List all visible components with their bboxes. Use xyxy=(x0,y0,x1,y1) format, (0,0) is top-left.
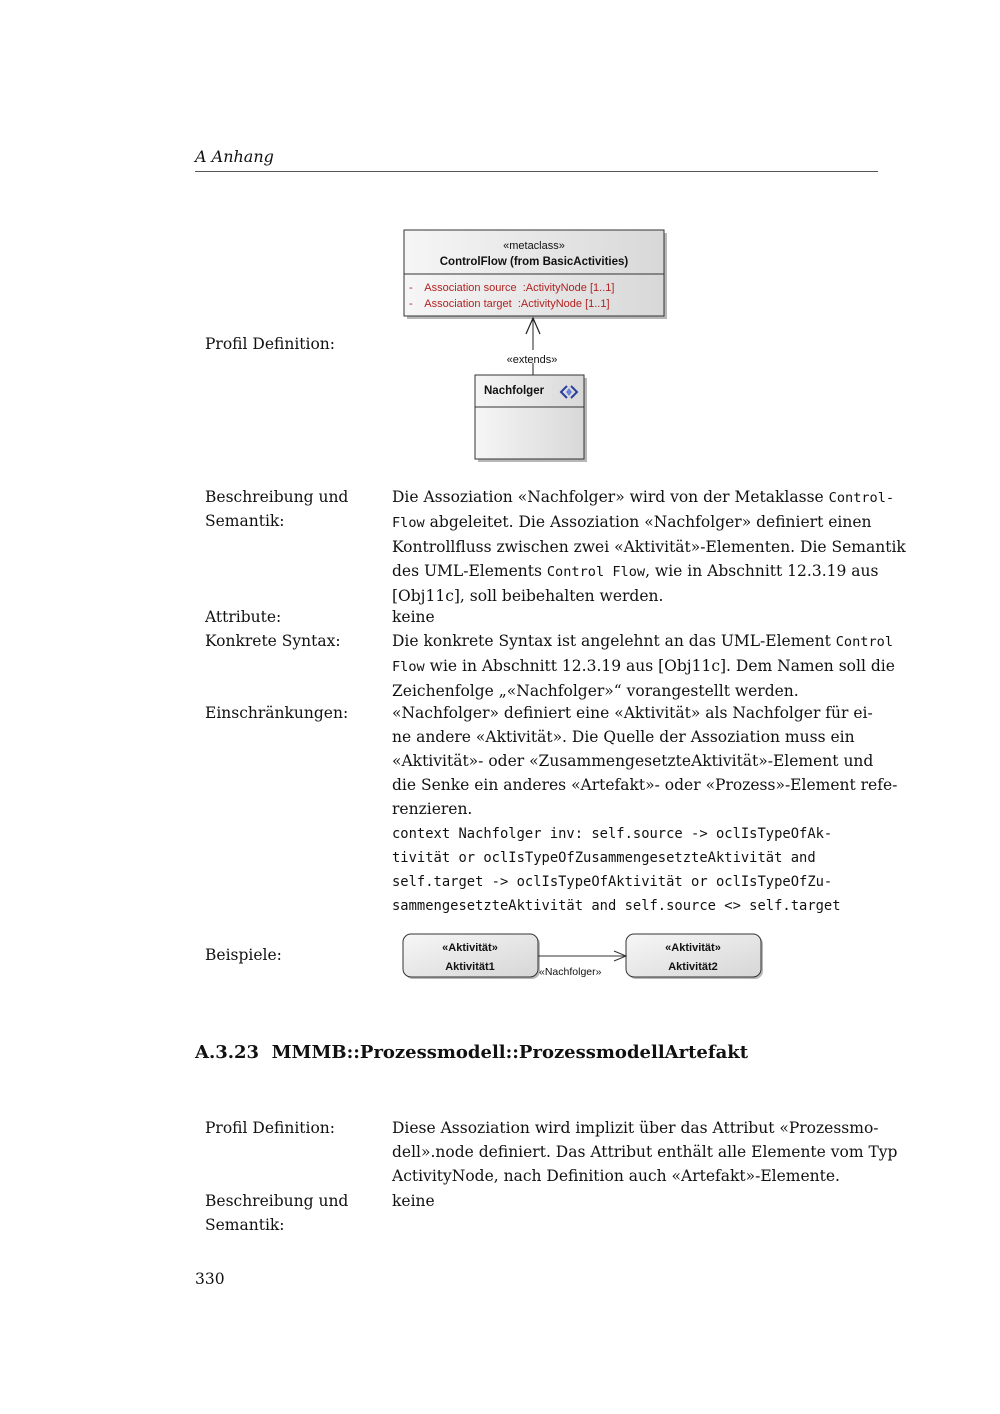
running-head xyxy=(195,147,878,172)
metaclass-name: ControlFlow (from BasicActivities) xyxy=(439,256,629,268)
syntax-line: Flow wie in Abschnitt 12.3.19 aus [Obj11c]. Dem Namen soll die xyxy=(392,657,895,675)
ocl-line: tivität or oclIsTypeOfZusammengesetzteAktivität and xyxy=(392,850,816,866)
einschr-line: «Aktivität»- oder «ZusammengesetzteAktivität»-Element und xyxy=(392,752,874,770)
einschr-line: die Senke ein anderes «Artefakt»- oder «Prozess»-Element refe- xyxy=(392,776,898,794)
ocl-line: context Nachfolger inv: self.source -> oclIsTypeOfAk- xyxy=(392,826,833,842)
attribute-label: Attribute: xyxy=(205,608,282,626)
profil-definition-label: Profil Definition: xyxy=(205,335,335,353)
syntax-line: Die konkrete Syntax ist angelehnt an das UML-Element Control xyxy=(392,632,894,650)
beschreibung-line: Die Assoziation «Nachfolger» wird von der Metaklasse Control- xyxy=(392,488,895,506)
einschr-line: renzieren. xyxy=(392,800,473,818)
beschreibung-label-2 xyxy=(205,1189,348,1237)
beispiele-label: Beispiele: xyxy=(205,946,282,964)
konkrete-syntax-text xyxy=(392,629,895,703)
beschreibung-line: Kontrollfluss zwischen zwei «Aktivität»-Elementen. Die Semantik xyxy=(392,538,906,556)
nachfolger-edge xyxy=(538,951,626,978)
nachfolger-box-name: Nachfolger xyxy=(484,385,545,397)
beschreibung-line: [Obj11c], soll beibehalten werden. xyxy=(392,587,664,605)
running-head-text: A Anhang xyxy=(195,147,274,166)
einschr-line: «Nachfolger» definiert eine «Aktivität» als Nachfolger für ei- xyxy=(392,704,873,722)
beschreibung-label-line1: Beschreibung und xyxy=(205,488,349,506)
extends-label: «extends» xyxy=(506,354,558,366)
beschreibung-value-2: keine xyxy=(392,1192,435,1210)
profil-line: ActivityNode, nach Definition auch «Artefakt»-Elemente. xyxy=(392,1167,840,1185)
profile-uml-diagram xyxy=(400,226,675,466)
beschreibung-label xyxy=(205,485,348,533)
ocl-line: self.target -> oclIsTypeOfAktivität or oclIsTypeOfZu- xyxy=(392,874,833,890)
metaclass-box xyxy=(404,230,667,319)
profil-line: dell».node definiert. Das Attribut enthält alle Elemente vom Typ xyxy=(392,1143,898,1161)
activity2-stereotype: «Aktivität» xyxy=(665,942,721,954)
profil-definition-text-2 xyxy=(392,1116,897,1188)
nachfolger-stereotype-box xyxy=(475,375,587,462)
section-heading xyxy=(195,1042,748,1063)
beschreibung2-label-line1: Beschreibung und xyxy=(205,1192,349,1210)
einschraenkungen-label: Einschränkungen: xyxy=(205,704,349,722)
extends-arrow xyxy=(507,318,558,375)
activity1-stereotype: «Aktivität» xyxy=(442,942,498,954)
metaclass-attr-target: - Association target :ActivityNode [1..1] xyxy=(409,298,610,310)
beschreibung-line: des UML-Elements Control Flow, wie in Abschnitt 12.3.19 aus xyxy=(392,562,879,580)
beschreibung-text xyxy=(392,485,906,608)
section-number: A.3.23 xyxy=(195,1042,260,1063)
section-title: MMMB::Prozessmodell::ProzessmodellArtefakt xyxy=(271,1042,749,1063)
einschr-line: ne andere «Aktivität». Die Quelle der Assoziation muss ein xyxy=(392,728,855,746)
beschreibung2-label-line2: Semantik: xyxy=(205,1216,285,1234)
metaclass-attr-source: - Association source :ActivityNode [1..1] xyxy=(409,282,615,294)
activity1-name: Aktivität1 xyxy=(445,961,495,973)
profil-definition-label-2: Profil Definition: xyxy=(205,1119,335,1137)
metaclass-stereotype: «metaclass» xyxy=(503,240,565,252)
konkrete-syntax-label: Konkrete Syntax: xyxy=(205,632,341,650)
example-activity-2 xyxy=(626,934,763,979)
activity2-name: Aktivität2 xyxy=(668,961,718,973)
einschraenkungen-text xyxy=(392,701,897,821)
syntax-line: Zeichenfolge „«Nachfolger»“ vorangestellt werden. xyxy=(392,682,799,700)
page-number: 330 xyxy=(195,1270,225,1288)
beschreibung-line: Flow abgeleitet. Die Assoziation «Nachfolger» definiert einen xyxy=(392,513,872,531)
ocl-constraint xyxy=(392,822,841,918)
example-activity-1 xyxy=(403,934,540,979)
ocl-line: sammengesetzteAktivität and self.source <> self.target xyxy=(392,898,841,914)
nachfolger-edge-label: «Nachfolger» xyxy=(539,966,602,978)
example-diagram xyxy=(398,930,768,984)
attribute-value: keine xyxy=(392,608,435,626)
beschreibung-label-line2: Semantik: xyxy=(205,512,285,530)
profil-line: Diese Assoziation wird implizit über das Attribut «Prozessmo- xyxy=(392,1119,879,1137)
